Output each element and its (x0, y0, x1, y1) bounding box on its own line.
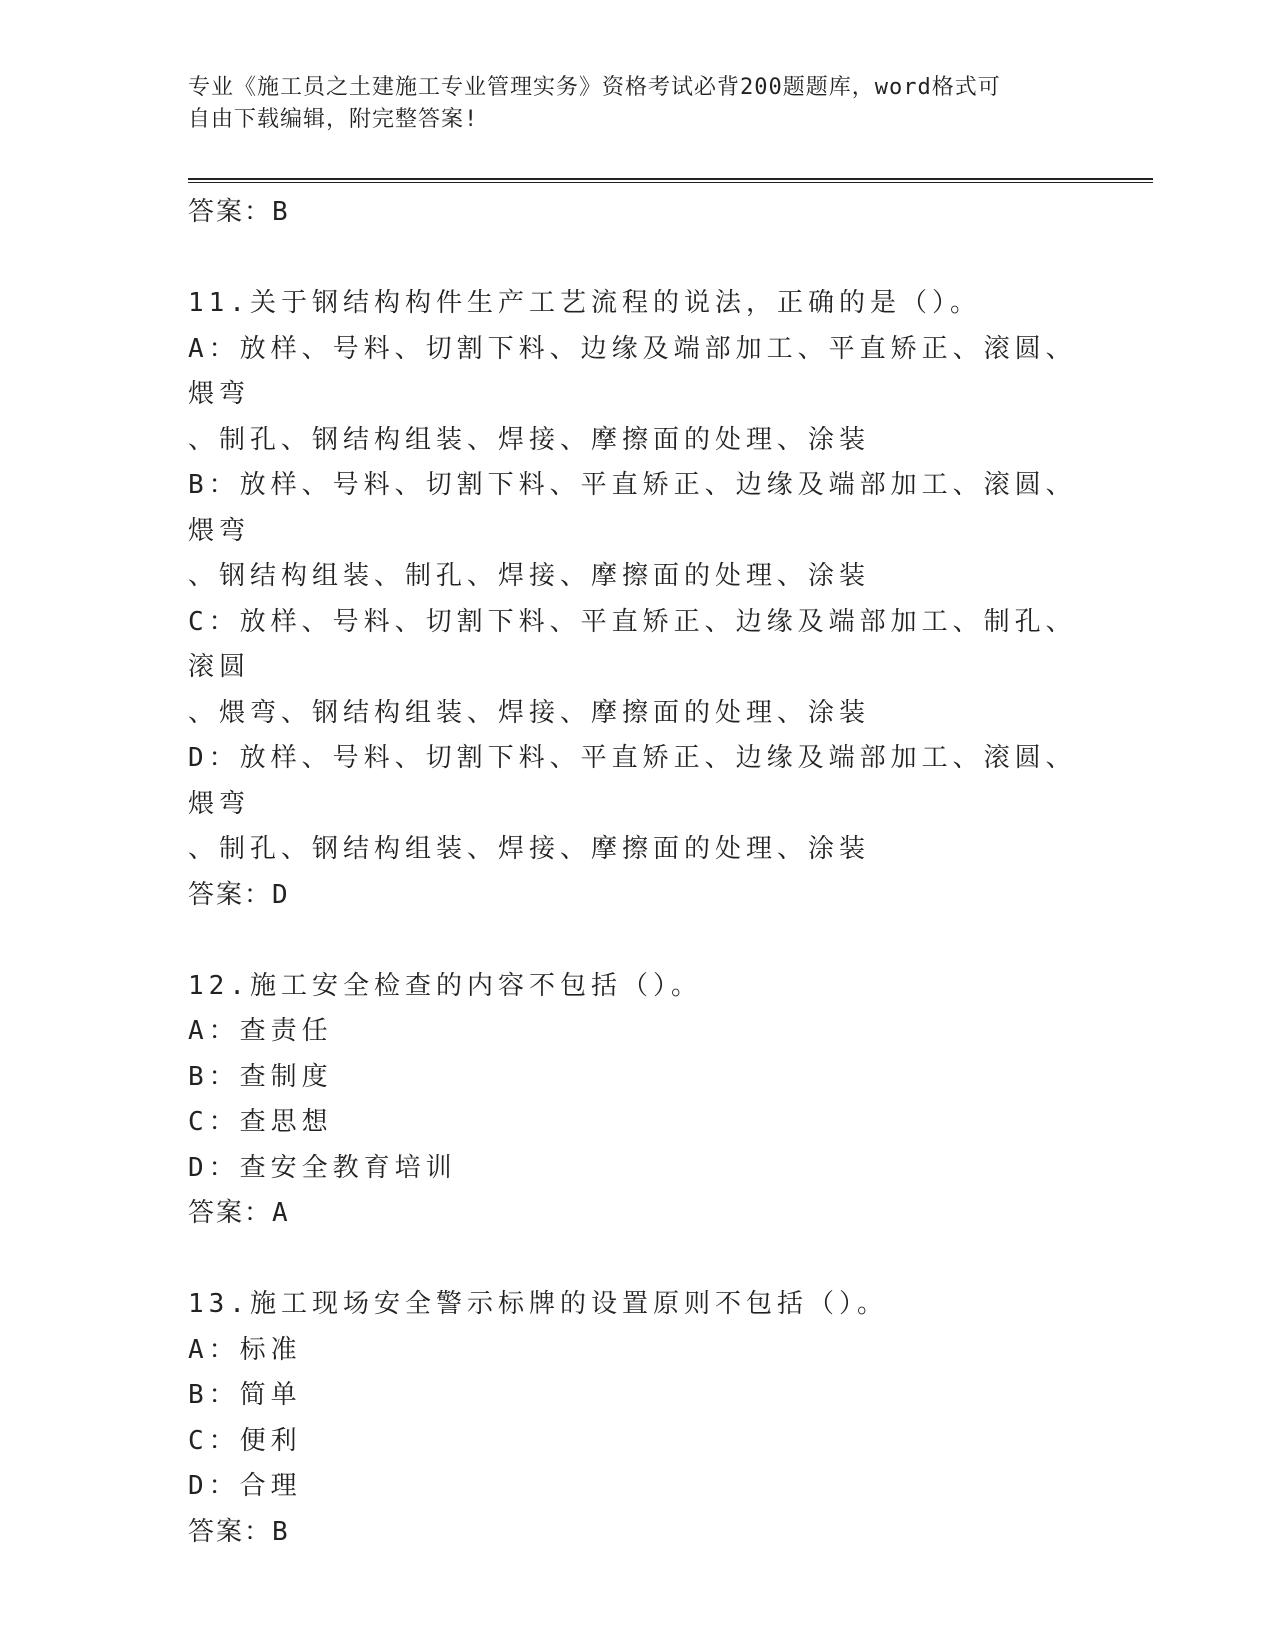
option-b: B：查制度 (188, 1061, 333, 1092)
spacer (188, 918, 1088, 964)
option-c: C：查思想 (188, 1107, 333, 1137)
answer: 答案：D (188, 879, 290, 910)
spacer (188, 1237, 1088, 1283)
option-a: A：标准 (188, 1334, 302, 1365)
question-stem: 13.施工现场安全警示标牌的设置原则不包括（）。 (188, 1289, 888, 1319)
document-body (188, 190, 1088, 1555)
option-b-line-2: 、钢结构组装、制孔、焊接、摩擦面的处理、涂装 (188, 561, 871, 591)
option-c-line-2: 、煨弯、钢结构组装、焊接、摩擦面的处理、涂装 (188, 697, 871, 728)
option-c: C：便利 (188, 1425, 302, 1456)
question-stem: 11.关于钢结构构件生产工艺流程的说法，正确的是（）。 (188, 288, 981, 318)
header-line-1: 专业《施工员之土建施工专业管理实务》资格考试必背200题题库，word格式可 (188, 75, 1001, 100)
previous-answer: 答案：B (188, 197, 290, 227)
question-11 (188, 281, 1088, 918)
option-b: B：简单 (188, 1380, 302, 1410)
question-stem: 12.施工安全检查的内容不包括（）。 (188, 970, 702, 1001)
option-a: A：查责任 (188, 1016, 333, 1046)
option-c-line-1: C：放样、号料、切割下料、平直矫正、边缘及端部加工、制孔、滚圆 (188, 606, 1077, 682)
spacer (188, 236, 1088, 282)
option-d: D：合理 (188, 1471, 302, 1501)
option-d: D：查安全教育培训 (188, 1152, 457, 1183)
option-a-line-1: A：放样、号料、切割下料、边缘及端部加工、平直矫正、滚圆、煨弯 (188, 333, 1077, 409)
option-d-line-2: 、制孔、钢结构组装、焊接、摩擦面的处理、涂装 (188, 834, 871, 864)
header-divider (188, 178, 1153, 183)
answer: 答案：A (188, 1198, 290, 1228)
option-a-line-2: 、制孔、钢结构组装、焊接、摩擦面的处理、涂装 (188, 424, 871, 455)
question-12 (188, 964, 1088, 1237)
answer: 答案：B (188, 1516, 290, 1547)
header-line-2: 自由下载编辑，附完整答案! (188, 107, 479, 132)
question-13 (188, 1282, 1088, 1555)
page-header (188, 72, 1088, 136)
option-b-line-1: B：放样、号料、切割下料、平直矫正、边缘及端部加工、滚圆、煨弯 (188, 470, 1077, 546)
option-d-line-1: D：放样、号料、切割下料、平直矫正、边缘及端部加工、滚圆、煨弯 (188, 743, 1077, 819)
